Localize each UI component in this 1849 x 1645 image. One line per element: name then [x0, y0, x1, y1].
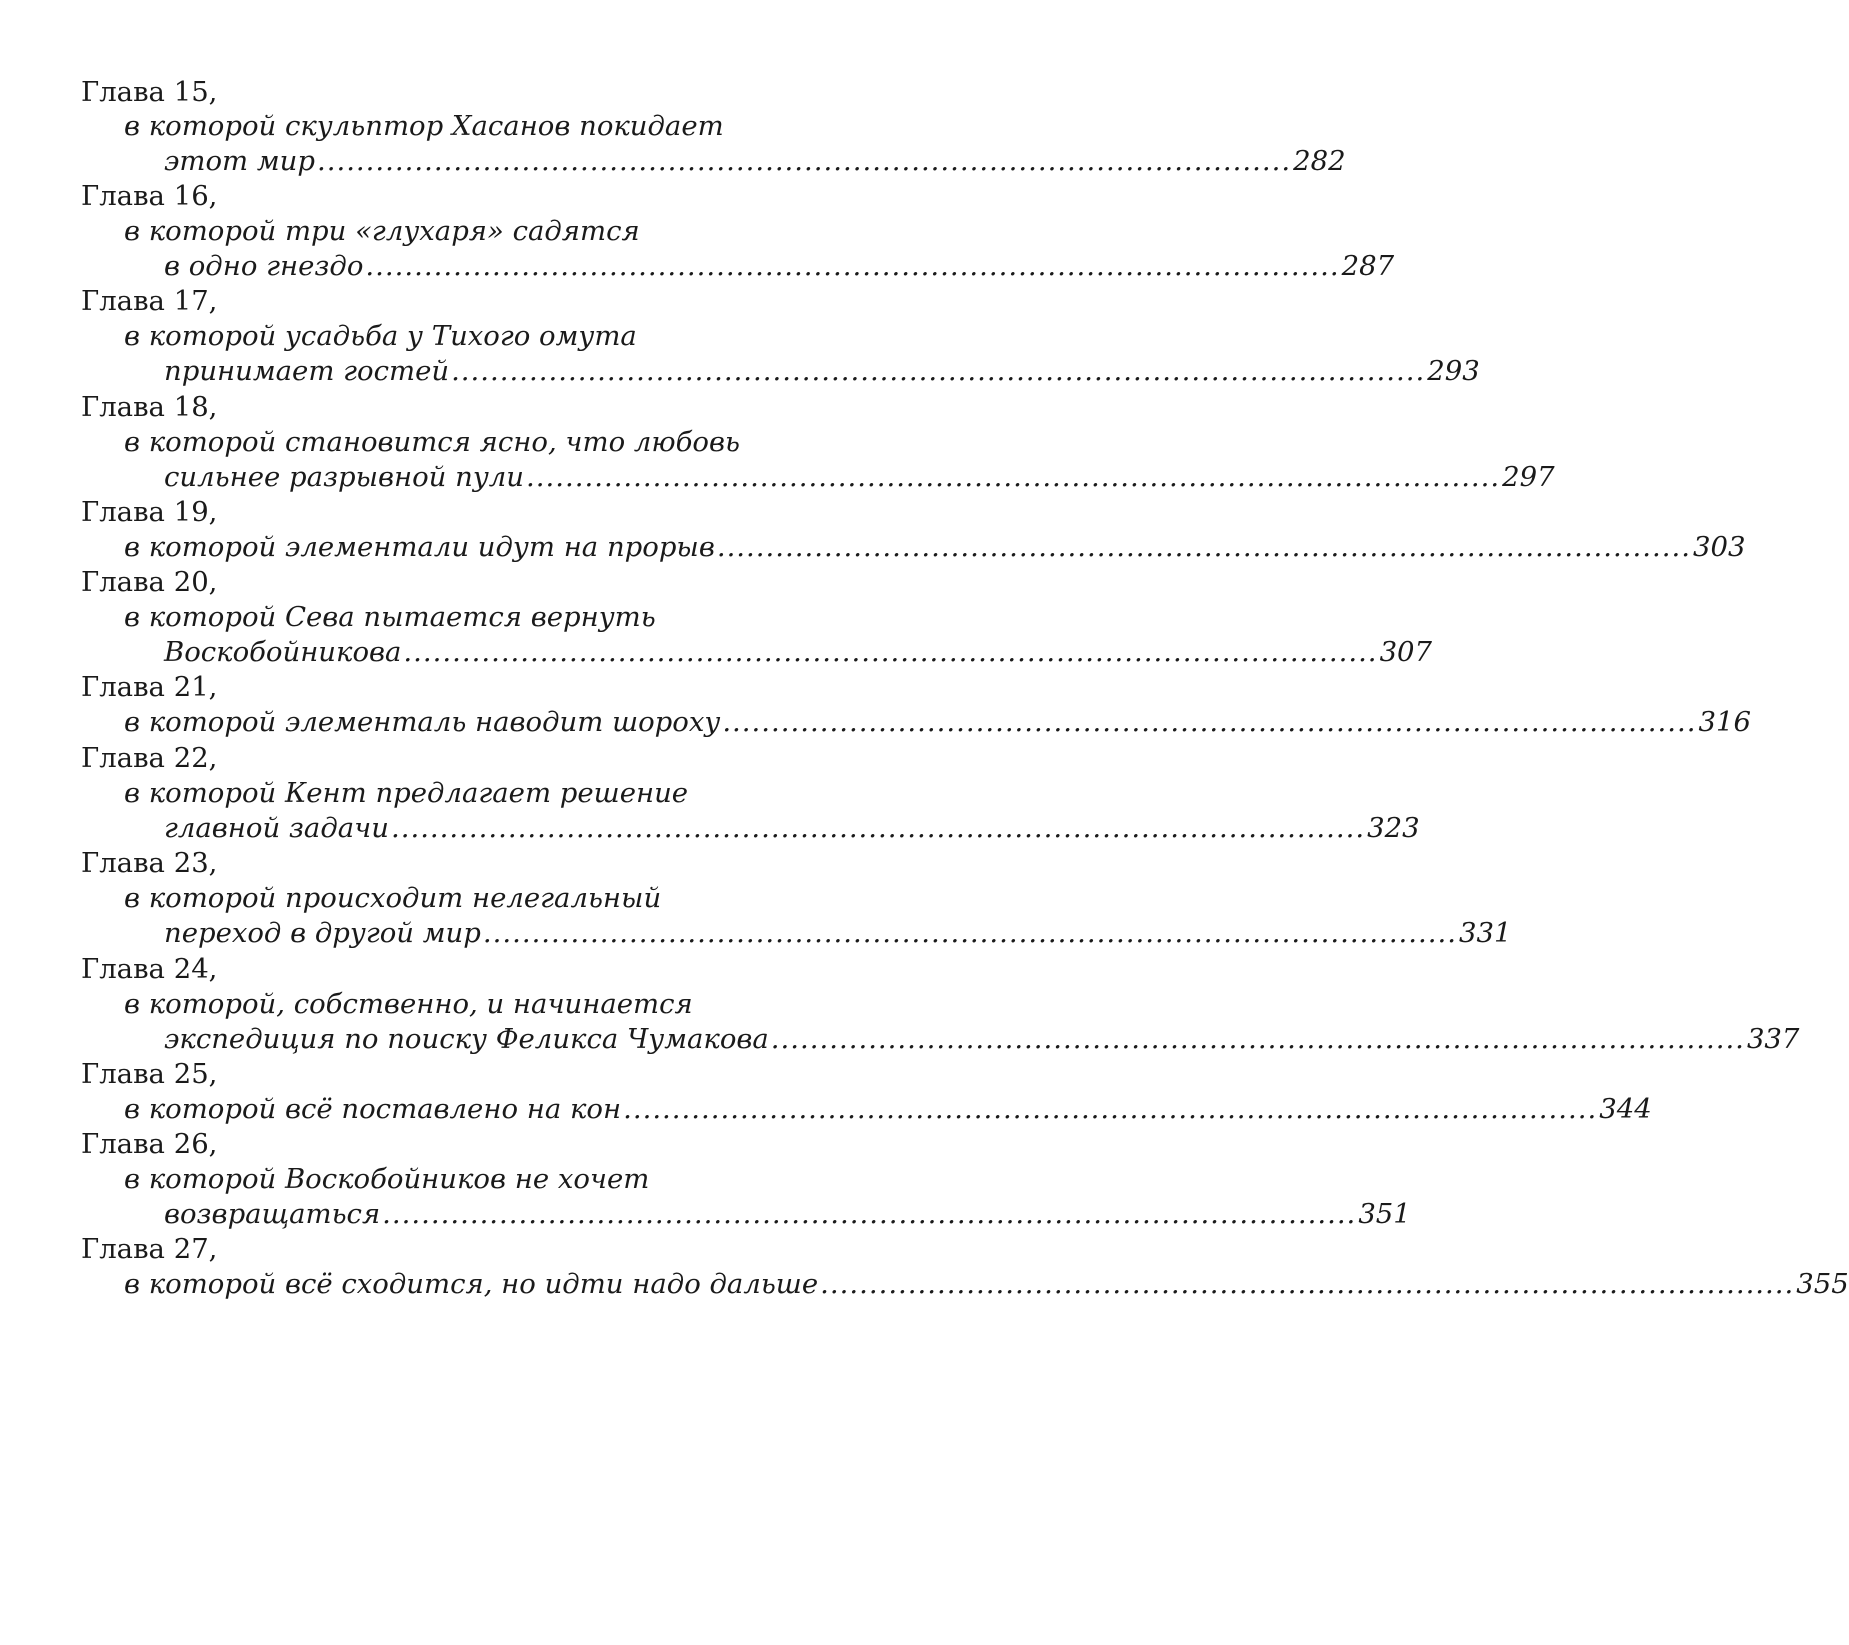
- chapter-subtitle-leader: [124, 529, 1746, 565]
- chapter-subtitle-leader: [164, 1021, 1800, 1057]
- chapter-subtitle-leader: [164, 143, 1346, 179]
- page-number: 344: [1599, 1093, 1652, 1125]
- chapter-subtitle: в которой скульптор Хасанов покидает: [124, 110, 724, 142]
- page-number: 293: [1427, 355, 1480, 387]
- page-number: 307: [1379, 636, 1433, 668]
- chapter-subtitle-leader: [164, 1196, 1411, 1232]
- chapter-subtitle: в которой Воскобойников не хочет: [124, 1163, 650, 1195]
- dot-leader: ....................................................................................................: [526, 461, 1501, 493]
- chapter-subtitle-leader: [164, 353, 1480, 389]
- dot-leader: ....................................................................................................: [403, 636, 1378, 668]
- chapter-subtitle-leader: [164, 459, 1555, 495]
- page-number: 282: [1293, 145, 1346, 177]
- chapter-heading: Глава 16,: [81, 180, 218, 212]
- dot-leader: ....................................................................................................: [623, 1093, 1598, 1125]
- dot-leader: ....................................................................................................: [451, 355, 1426, 387]
- dot-leader: ....................................................................................................: [390, 812, 1366, 844]
- chapter-subtitle-end: в одно гнездо: [164, 250, 364, 282]
- chapter-heading: Глава 20,: [81, 566, 218, 598]
- chapter-subtitle-end: сильнее разрывной пули: [164, 461, 525, 493]
- chapter-subtitle-leader: [124, 1266, 1849, 1302]
- page-number: 337: [1746, 1023, 1800, 1055]
- chapter-subtitle-end: Воскобойникова: [164, 636, 402, 668]
- dot-leader: ....................................................................................................: [316, 145, 1292, 177]
- chapter-subtitle-end: в которой всё поставлено на кон: [124, 1093, 622, 1125]
- page-number: 331: [1459, 917, 1512, 949]
- chapter-subtitle-end: главной задачи: [164, 812, 389, 844]
- chapter-heading: Глава 19,: [81, 496, 218, 528]
- chapter-subtitle-leader: [124, 704, 1751, 740]
- chapter-subtitle-leader: [164, 248, 1395, 284]
- chapter-subtitle-end: этот мир: [164, 145, 315, 177]
- page-number: 316: [1698, 706, 1751, 738]
- dot-leader: ....................................................................................................: [820, 1268, 1795, 1300]
- chapter-heading: Глава 22,: [81, 742, 218, 774]
- chapter-subtitle-leader: [124, 1091, 1652, 1127]
- chapter-heading: Глава 27,: [81, 1233, 218, 1265]
- page-number: 355: [1796, 1268, 1849, 1300]
- chapter-subtitle-end: экспедиция по поиску Феликса Чумакова: [164, 1023, 769, 1055]
- dot-leader: ....................................................................................................: [482, 917, 1458, 949]
- dot-leader: ....................................................................................................: [770, 1023, 1745, 1055]
- chapter-subtitle-leader: [164, 634, 1433, 670]
- chapter-subtitle-leader: [164, 915, 1512, 951]
- chapter-heading: Глава 23,: [81, 847, 218, 879]
- chapter-heading: Глава 15,: [81, 76, 218, 108]
- chapter-subtitle-end: в которой всё сходится, но идти надо дальше: [124, 1268, 819, 1300]
- chapter-heading: Глава 26,: [81, 1128, 218, 1160]
- dot-leader: ....................................................................................................: [382, 1198, 1357, 1230]
- chapter-subtitle: в которой, собственно, и начинается: [124, 988, 693, 1020]
- page-number: 323: [1367, 812, 1420, 844]
- chapter-heading: Глава 21,: [81, 671, 218, 703]
- chapter-subtitle-end: в которой элементали идут на прорыв: [124, 531, 715, 563]
- chapter-subtitle: в которой усадьба у Тихого омута: [124, 320, 637, 352]
- chapter-subtitle-end: принимает гостей: [164, 355, 450, 387]
- chapter-subtitle: в которой становится ясно, что любовь: [124, 426, 740, 458]
- dot-leader: ....................................................................................................: [716, 531, 1691, 563]
- chapter-heading: Глава 17,: [81, 285, 218, 317]
- page-number: 303: [1692, 531, 1746, 563]
- chapter-subtitle-end: переход в другой мир: [164, 917, 481, 949]
- page-number: 287: [1341, 250, 1395, 282]
- dot-leader: ....................................................................................................: [365, 250, 1340, 282]
- chapter-heading: Глава 18,: [81, 391, 218, 423]
- page-number: 297: [1502, 461, 1555, 493]
- dot-leader: ....................................................................................................: [722, 706, 1697, 738]
- chapter-heading: Глава 24,: [81, 953, 218, 985]
- chapter-subtitle-end: возвращаться: [164, 1198, 381, 1230]
- chapter-subtitle-end: в которой элементаль наводит шороху: [124, 706, 721, 738]
- chapter-subtitle: в которой Сева пытается вернуть: [124, 601, 656, 633]
- chapter-subtitle: в которой происходит нелегальный: [124, 882, 662, 914]
- page-number: 351: [1358, 1198, 1411, 1230]
- chapter-heading: Глава 25,: [81, 1058, 218, 1090]
- chapter-subtitle: в которой три «глухаря» садятся: [124, 215, 640, 247]
- chapter-subtitle-leader: [164, 810, 1420, 846]
- chapter-subtitle: в которой Кент предлагает решение: [124, 777, 689, 809]
